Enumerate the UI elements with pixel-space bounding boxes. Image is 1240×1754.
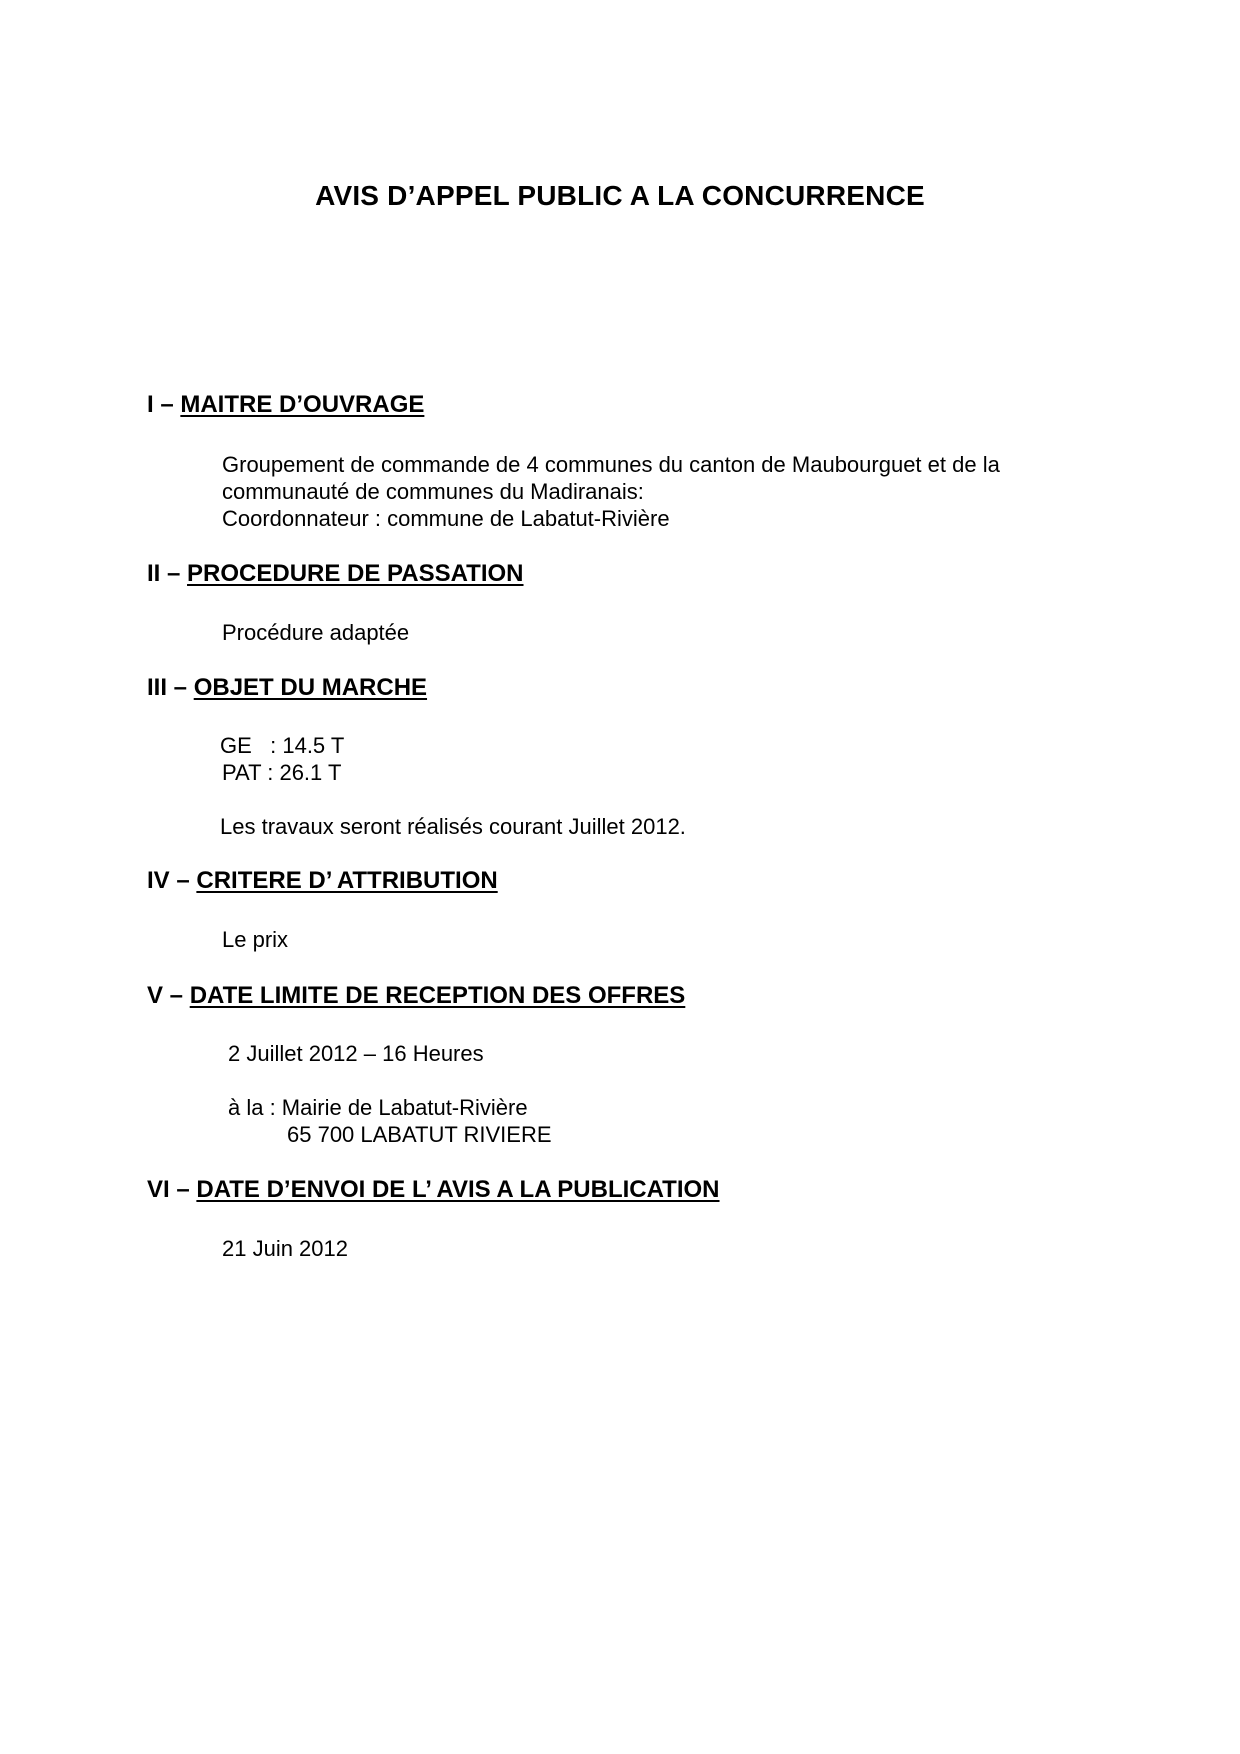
- section-title: CRITERE D’ ATTRIBUTION: [196, 867, 498, 894]
- section-heading-critere: [147, 867, 498, 895]
- section-text-line: Groupement de commande de 4 communes du canton de Maubourguet et de la: [222, 452, 1000, 477]
- section-heading-procedure: [147, 560, 524, 588]
- section-number: I –: [147, 391, 174, 418]
- section-title: DATE LIMITE DE RECEPTION DES OFFRES: [189, 982, 686, 1009]
- section-text-line: 65 700 LABATUT RIVIERE: [287, 1122, 552, 1147]
- section-text-line: communauté de communes du Madiranais:: [222, 479, 644, 504]
- section-title: OBJET DU MARCHE: [193, 674, 428, 701]
- section-heading-objet: [147, 674, 427, 702]
- section-text-line: Procédure adaptée: [222, 620, 410, 645]
- section-heading-maitre-ouvrage: [147, 391, 424, 419]
- section-heading-date-envoi: [147, 1176, 720, 1204]
- section-text-line: GE : 14.5 T: [220, 733, 345, 758]
- section-text-line: 21 Juin 2012: [222, 1236, 348, 1261]
- section-number: II –: [147, 560, 181, 587]
- section-text-line: PAT : 26.1 T: [222, 760, 342, 785]
- document-title: AVIS D’APPEL PUBLIC A LA CONCURRENCE: [315, 180, 925, 211]
- section-number: VI –: [147, 1176, 190, 1203]
- section-heading-date-limite: [147, 982, 685, 1010]
- section-title: MAITRE D’OUVRAGE: [180, 391, 425, 418]
- section-text-line: à la : Mairie de Labatut-Rivière: [228, 1095, 528, 1120]
- section-text-line: Les travaux seront réalisés courant Juillet 2012.: [220, 814, 686, 839]
- section-number: IV –: [147, 867, 190, 894]
- section-title: PROCEDURE DE PASSATION: [187, 560, 524, 587]
- section-title: DATE D’ENVOI DE L’ AVIS A LA PUBLICATION: [196, 1176, 720, 1203]
- section-text-line: Coordonnateur : commune de Labatut-Rivière: [222, 506, 670, 531]
- section-number: V –: [147, 982, 184, 1009]
- section-number: III –: [147, 674, 188, 701]
- section-text-line: 2 Juillet 2012 – 16 Heures: [228, 1041, 484, 1066]
- section-text-line: Le prix: [222, 927, 289, 952]
